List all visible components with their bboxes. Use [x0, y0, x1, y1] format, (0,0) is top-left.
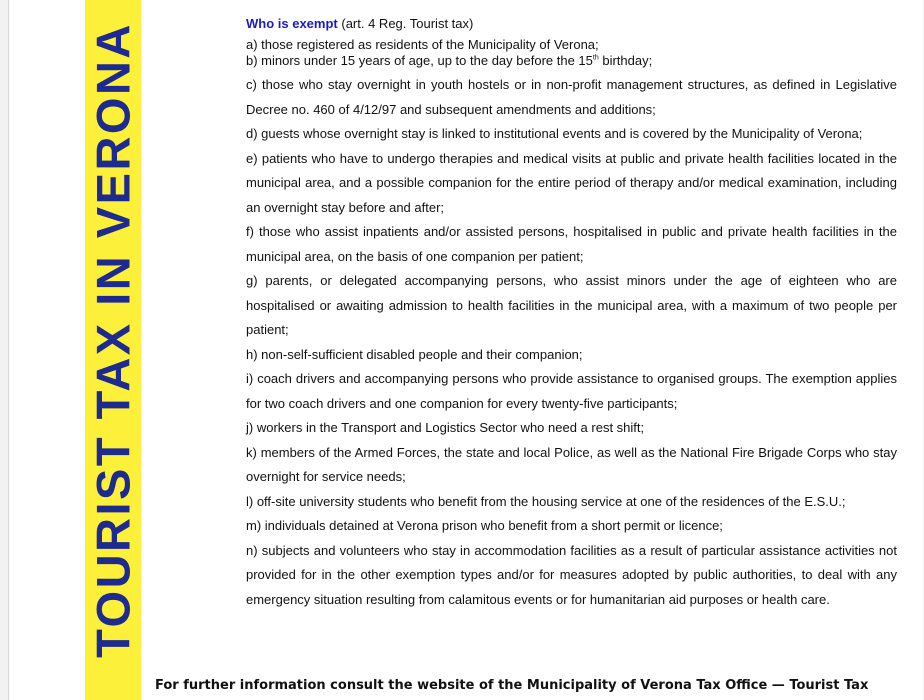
exemption-item-k: k) members of the Armed Forces, the state and local Police, as well as the National Fire Brigade Corps who stay overnight for service needs;	[246, 444, 897, 484]
ordinal-suffix: th	[592, 54, 599, 62]
section-heading-note: (art. 4 Reg. Tourist tax)	[337, 16, 474, 31]
exemption-item-g: g) parents, or delegated accompanying persons, who assist minors under the age of eighteen who are hospitalised or awaiting admission to health facilities in the municipal area, with a maximum of two people per patient;	[246, 273, 897, 337]
exemption-item-b-text: b) minors under 15 years of age, up to the day before the 15	[246, 53, 593, 68]
exemption-item-a: a) those registered as residents of the Municipality of Verona;	[246, 37, 599, 52]
exemption-item-n: n) subjects and volunteers who stay in accommodation facilities as a result of particular assistance activities not provided for in the other exemption types and/or for measures adopted by public authorities, to deal with any emergency situation resulting from calamitous events or for humanitarian aid purposes or health care.	[246, 542, 897, 607]
side-banner-title: TOURIST TAX IN VERONA	[86, 22, 140, 658]
exemption-item-f: f) those who assist inpatients and/or assisted persons, hospitalised in public and private health facilities in the municipal area, on the basis of one companion per patient;	[246, 224, 897, 264]
exemptions-section	[246, 14, 897, 612]
exemption-list	[246, 37, 897, 612]
section-heading	[246, 14, 897, 34]
side-banner	[85, 0, 141, 700]
exemption-item-b-end: birthday;	[598, 53, 653, 68]
exemption-item-b	[246, 53, 897, 69]
exemption-item-h: h) non-self-sufficient disabled people and their companion;	[246, 346, 583, 362]
footer-note: For further information consult the website of the Municipality of Verona Tax Office — Tourist Tax	[155, 678, 869, 693]
exemption-item-d: d) guests whose overnight stay is linked to institutional events and is covered by the Municipality of Verona;	[246, 126, 863, 141]
document-page	[8, 0, 923, 700]
exemption-item-e: e) patients who have to undergo therapies and medical visits at public and private health facilities located in the municipal area, and a possible companion for the entire period of therapy and/or medical examination, including an overnight stay before and after;	[246, 150, 897, 215]
section-heading-title: Who is exempt	[246, 16, 338, 31]
exemption-item-m: m) individuals detained at Verona prison who benefit from a short permit or licence;	[246, 518, 723, 533]
exemption-item-j: j) workers in the Transport and Logistics Sector who need a rest shift;	[246, 420, 645, 435]
exemption-item-i: i) coach drivers and accompanying persons who provide assistance to organised groups. The exemption applies for two coach drivers and one companion for every twenty-five participants;	[246, 371, 897, 411]
exemption-item-l: l) off-site university students who benefit from the housing service at one of the residences of the E.S.U.;	[246, 493, 846, 509]
exemption-item-c: c) those who stay overnight in youth hostels or in non-profit management structures, as defined in Legislative Decree no. 460 of 4/12/97 and subsequent amendments and additions;	[246, 77, 897, 117]
